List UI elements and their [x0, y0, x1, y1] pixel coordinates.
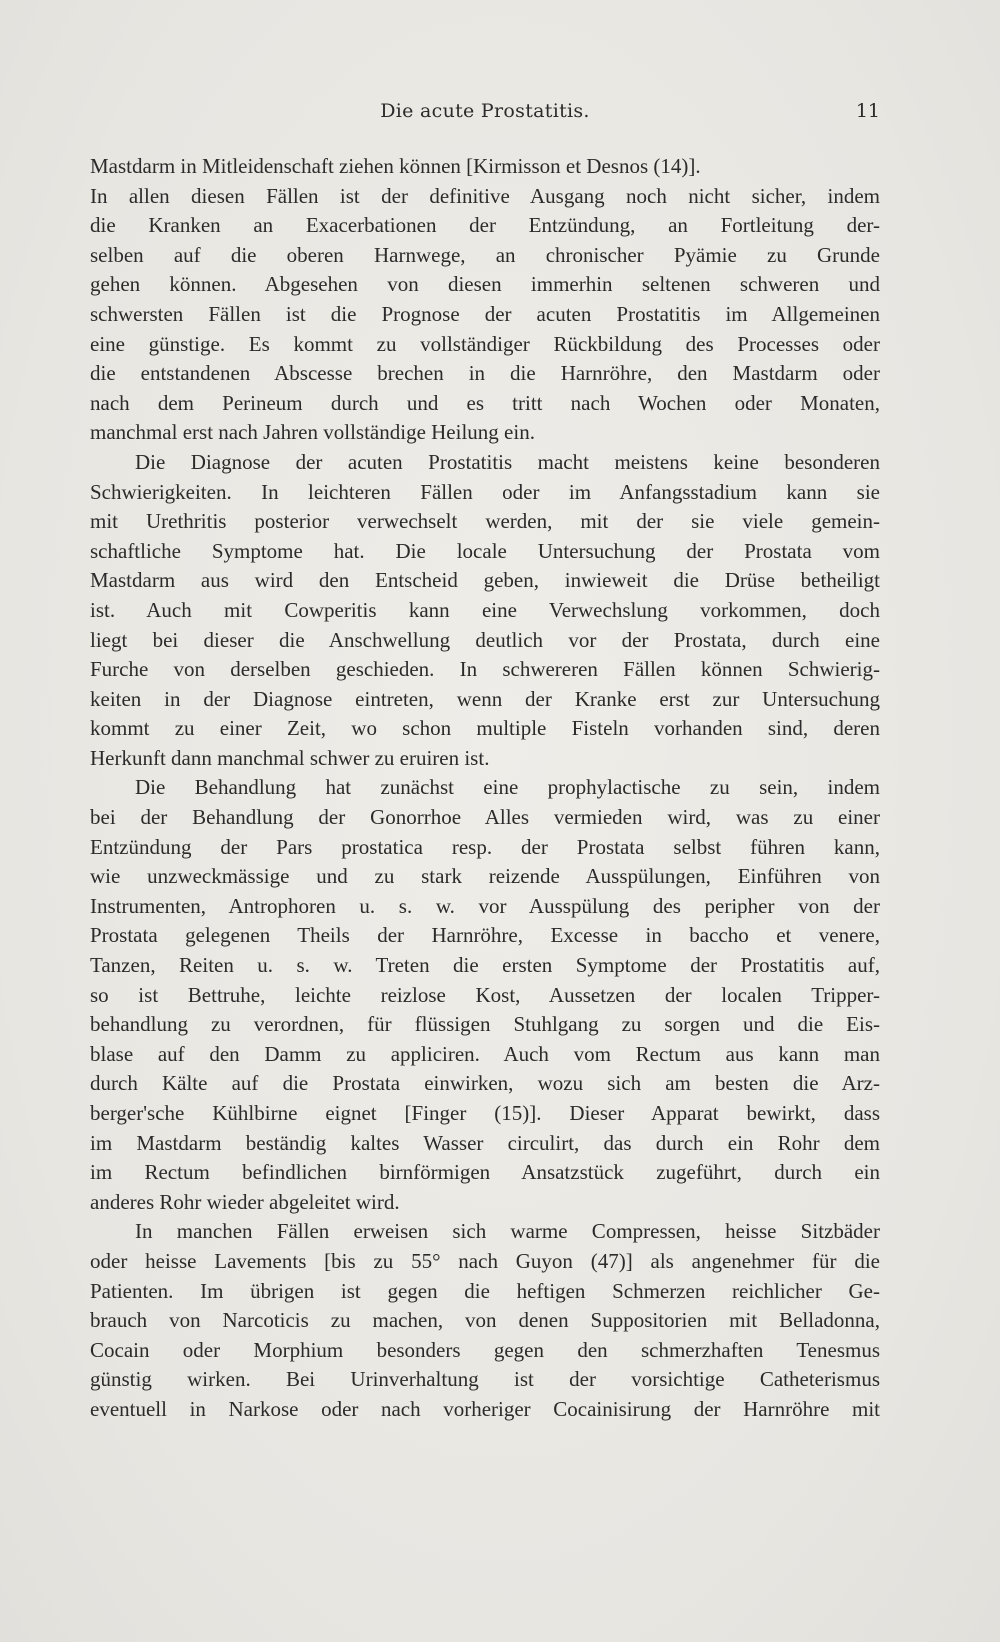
text-line: die Kranken an Exacerbationen der Entzündung, an Fortleitung der- [90, 213, 880, 238]
text-line: Die Diagnose der acuten Prostatitis macht meistens keine besonderen [135, 449, 880, 474]
text-line: Entzündung der Pars prostatica resp. der Prostata selbst führen kann, [90, 834, 880, 859]
text-line: die entstandenen Abscesse brechen in die Harnröhre, den Mastdarm oder [90, 361, 880, 386]
text-line: bei der Behandlung der Gonorrhoe Alles vermieden wird, was zu einer [90, 805, 880, 830]
text-line: Die Behandlung hat zunächst eine prophylactische zu sein, indem [135, 775, 880, 800]
text-line: manchmal erst nach Jahren vollständige Heilung ein. [90, 420, 535, 445]
text-line: berger'sche Kühlbirne eignet [Finger (15)]. Dieser Apparat bewirkt, dass [90, 1101, 880, 1125]
text-line: Cocain oder Morphium besonders gegen den schmerzhaften Tenesmus [90, 1337, 880, 1362]
text-line: Mastdarm in Mitleidenschaft ziehen können [Kirmisson et Desnos (14)]. [90, 154, 701, 178]
text-line: Tanzen, Reiten u. s. w. Treten die ersten Symptome der Prostatitis auf, [90, 953, 880, 978]
text-line: oder heisse Lavements [bis zu 55° nach Guyon (47)] als angenehmer für die [90, 1248, 880, 1273]
text-line: Instrumenten, Antrophoren u. s. w. vor Ausspülung des peripher von der [90, 893, 880, 918]
text-line: Mastdarm aus wird den Entscheid geben, inwieweit die Drüse betheiligt [90, 568, 880, 593]
text-line: Prostata gelegenen Theils der Harnröhre, Excesse in baccho et venere, [90, 923, 880, 948]
text-line: nach dem Perineum durch und es tritt nach Wochen oder Monaten, [90, 390, 880, 415]
text-line: kommt zu einer Zeit, wo schon multiple Fisteln vorhanden sind, deren [90, 716, 880, 741]
text-line: mit Urethritis posterior verwechselt werden, mit der sie viele gemein- [90, 509, 880, 534]
text-line: so ist Bettruhe, leichte reizlose Kost, Aussetzen der localen Tripper- [90, 982, 880, 1007]
text-line: Patienten. Im übrigen ist gegen die heftigen Schmerzen reichlicher Ge- [90, 1278, 880, 1303]
text-line: günstig wirken. Bei Urinverhaltung ist der vorsichtige Catheterismus [90, 1367, 880, 1392]
text-line: eventuell in Narkose oder nach vorheriger Cocainisirung der Harnröhre mit [90, 1396, 880, 1421]
text-line: In allen diesen Fällen ist der definitive Ausgang noch nicht sicher, indem [90, 183, 880, 208]
text-line: liegt bei dieser die Anschwellung deutlich vor der Prostata, durch eine [90, 627, 880, 652]
text-line: keiten in der Diagnose eintreten, wenn der Kranke erst zur Untersuchung [90, 686, 880, 711]
text-line: schwersten Fällen ist die Prognose der acuten Prostatitis im Allgemeinen [90, 301, 880, 326]
text-line: Herkunft dann manchmal schwer zu eruiren ist. [90, 745, 490, 770]
text-line: Schwierigkeiten. In leichteren Fällen oder im Anfangsstadium kann sie [90, 479, 880, 504]
text-line: wie unzweckmässige und zu stark reizende Ausspülungen, Einführen von [90, 864, 880, 889]
text-line: durch Kälte auf die Prostata einwirken, wozu sich am besten die Arz- [90, 1071, 880, 1096]
text-line: im Rectum befindlichen birnförmigen Ansatzstück zugeführt, durch ein [90, 1160, 880, 1185]
text-line: eine günstige. Es kommt zu vollständiger Rückbildung des Processes oder [90, 331, 880, 356]
running-title: Die acute Prostatitis. [380, 100, 590, 122]
text-line: gehen können. Abgesehen von diesen immerhin seltenen schweren und [90, 272, 880, 297]
text-line: behandlung zu verordnen, für flüssigen Stuhlgang zu sorgen und die Eis- [90, 1012, 880, 1037]
text-line: ist. Auch mit Cowperitis kann eine Verwechslung vorkommen, doch [90, 597, 880, 622]
page-number: 11 [855, 100, 880, 122]
text-line: brauch von Narcoticis zu machen, von denen Suppositorien mit Belladonna, [90, 1308, 880, 1333]
text-line: In manchen Fällen erweisen sich warme Compressen, heisse Sitzbäder [135, 1219, 880, 1244]
text-line: anderes Rohr wieder abgeleitet wird. [90, 1189, 400, 1214]
text-line: Furche von derselben geschieden. In schwereren Fällen können Schwierig- [90, 657, 880, 682]
text-line: selben auf die oberen Harnwege, an chronischer Pyämie zu Grunde [90, 242, 880, 267]
body-text [90, 152, 880, 1425]
text-line: im Mastdarm beständig kaltes Wasser circulirt, das durch ein Rohr dem [90, 1130, 880, 1155]
text-line: schaftliche Symptome hat. Die locale Untersuchung der Prostata vom [90, 538, 880, 563]
text-line: blase auf den Damm zu appliciren. Auch vom Rectum aus kann man [90, 1041, 880, 1066]
page-header [90, 100, 880, 130]
